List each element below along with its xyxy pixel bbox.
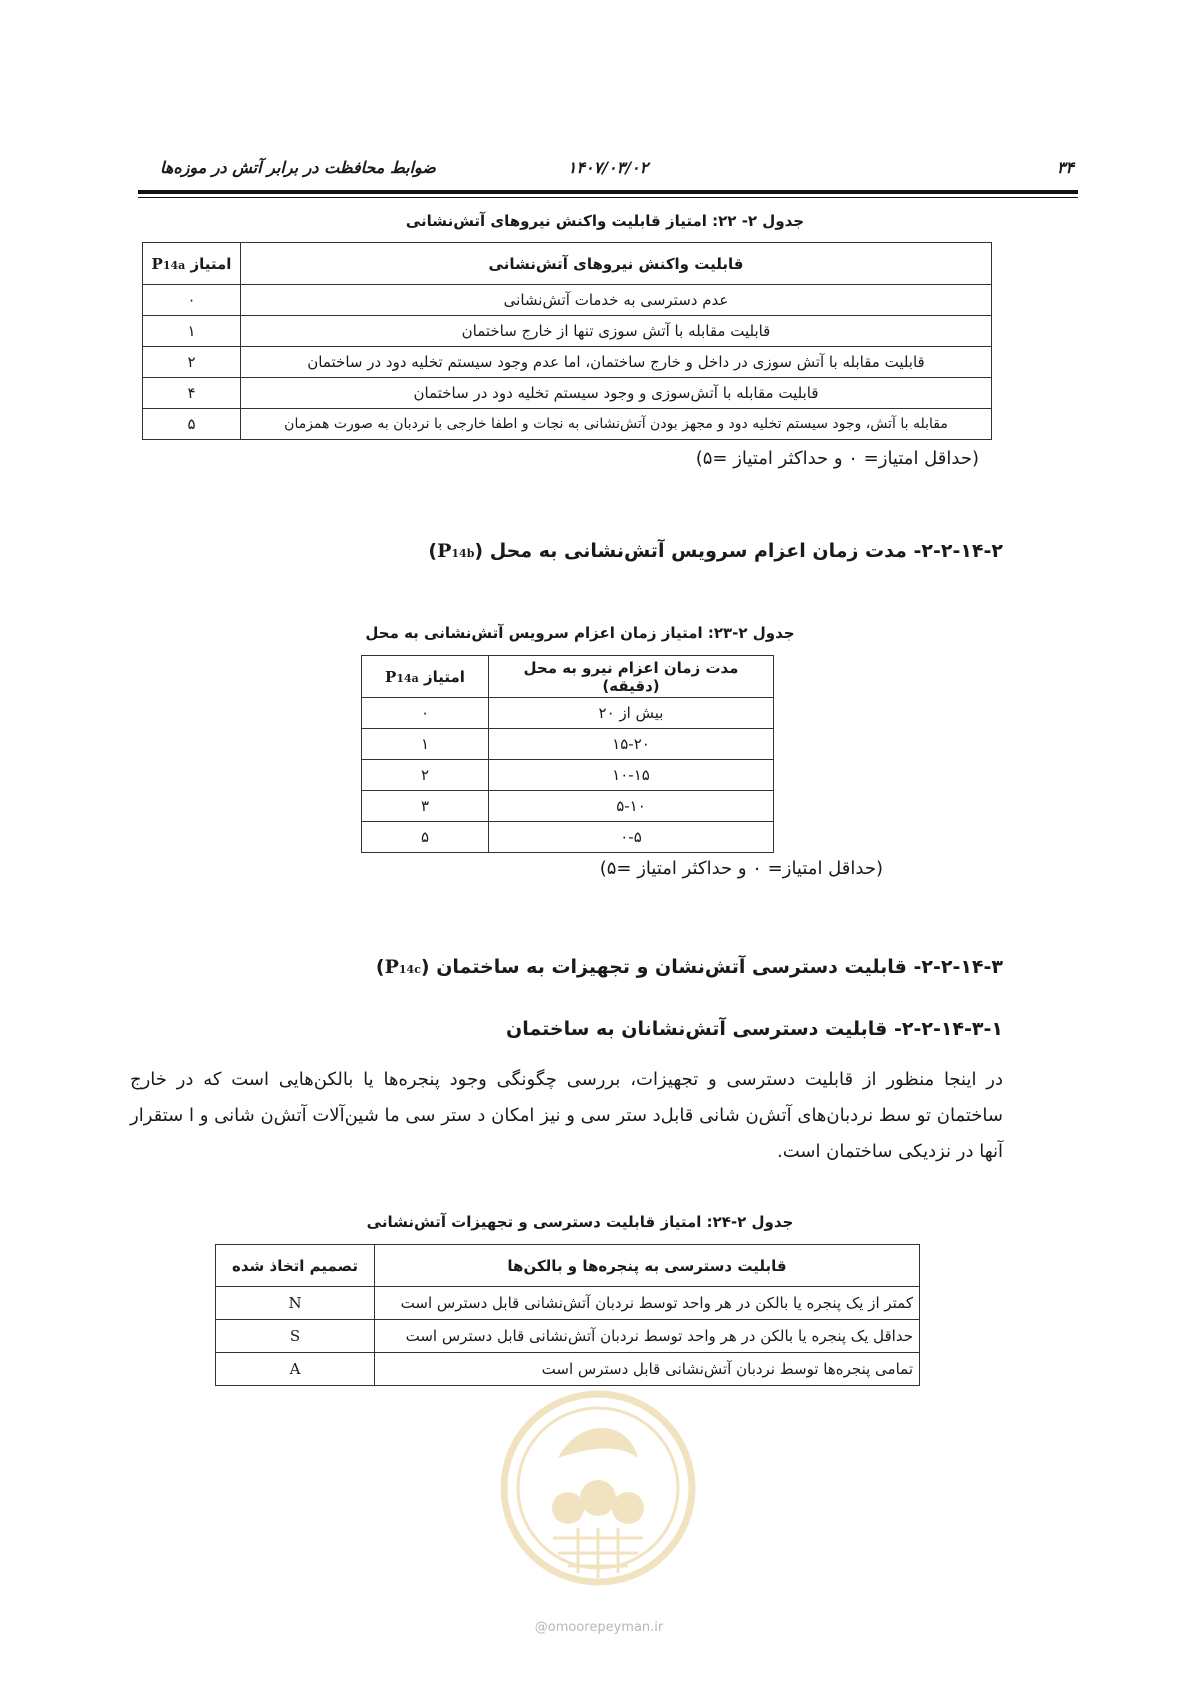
page-number: ۳۴: [1056, 158, 1074, 177]
row-capability: عدم دسترسی به خدمات آتش‌نشانی: [241, 285, 992, 316]
row-access: حداقل یک پنجره یا بالکن در هر واحد توسط نردبان آتش‌نشانی قابل دسترس است: [375, 1320, 920, 1353]
heading-text: ۲-۲-۱۴-۳- قابلیت دسترسی آتش‌نشان و تجهیزات به ساختمان (: [420, 956, 1003, 978]
header-score-label: امتیاز: [185, 254, 232, 273]
row-score: ۰: [362, 698, 489, 729]
table22-header-score: [143, 243, 241, 285]
heading-code-sub: 14b: [451, 547, 475, 560]
header-score-label: امتیاز: [418, 667, 465, 686]
table-row: [216, 1353, 920, 1386]
watermark-site: @omoorepeyman.ir: [534, 1620, 664, 1635]
table24-caption: جدول ۲-۲۴: امتیاز قابلیت دسترسی و تجهیزات آتش‌نشانی: [366, 1213, 794, 1231]
row-duration: ۱۰-۱۵: [489, 760, 774, 791]
table23-caption: جدول ۲-۲۳: امتیاز زمان اعزام سرویس آتش‌نشانی به محل: [365, 624, 795, 642]
table22-note: (حداقل امتیاز= ۰ و حداکثر امتیاز =۵): [695, 448, 979, 469]
row-duration: ۵-۱۰: [489, 791, 774, 822]
table-row: [143, 378, 992, 409]
header-score-sub: 14a: [162, 258, 186, 272]
table-row: [362, 791, 774, 822]
row-access: تمامی پنجره‌ها توسط نردبان آتش‌نشانی قابل دسترس است: [375, 1353, 920, 1386]
header-score-sub: 14a: [396, 671, 419, 685]
row-duration: ۱۵-۲۰: [489, 729, 774, 760]
row-score: ۰: [143, 285, 241, 316]
heading-code-sub: 14c: [398, 963, 421, 976]
row-score: ۵: [362, 822, 489, 853]
heading-code: P: [384, 956, 399, 978]
table-row: [362, 698, 774, 729]
row-score: ۲: [362, 760, 489, 791]
table22: [142, 242, 992, 440]
table24: [215, 1244, 920, 1386]
heading-text: ۲-۲-۱۴-۲- مدت زمان اعزام سرویس آتش‌نشانی به محل (: [474, 540, 1003, 562]
row-decision: A: [216, 1353, 375, 1386]
row-capability: قابلیت مقابله با آتش‌سوزی و وجود سیستم تخلیه دود در ساختمان: [241, 378, 992, 409]
row-decision: N: [216, 1287, 375, 1320]
table24-header-decision: تصمیم اتخاذ شده: [216, 1245, 375, 1287]
header-score-code: P: [151, 254, 163, 273]
table-row: [216, 1287, 920, 1320]
section-heading-14-3-1: ۲-۲-۱۴-۳-۱- قابلیت دسترسی آتش‌نشانان به ساختمان: [506, 1018, 1003, 1040]
row-capability: مقابله با آتش، وجود سیستم تخلیه دود و مجهز بودن آتش‌نشانی به نجات و اطفا خارجی با نردبان به صورت همزمان: [241, 409, 992, 440]
table-row: [143, 316, 992, 347]
body-paragraph: در اینجا منظور از قابلیت دسترسی و تجهیزات، بررسی چگونگی وجود پنجره‌ها یا بالکن‌هایی است که در خارج ساختمان تو سط نردبان‌های آتش‌ن شانی قابل‌د ستر سی و نیز امکان د ستر سی ما شین‌آلات آتش‌ن شانی و ا ستقرار آنها در نزدیکی ساختمان است.: [130, 1069, 1003, 1162]
section-heading-14-2: [428, 540, 1003, 562]
heading-code-close: ): [428, 540, 438, 562]
section-heading-14-3: [376, 956, 1003, 978]
row-score: ۳: [362, 791, 489, 822]
table-row: [143, 409, 992, 440]
row-decision: S: [216, 1320, 375, 1353]
row-score: ۲: [143, 347, 241, 378]
row-score: ۵: [143, 409, 241, 440]
row-duration: ۰-۵: [489, 822, 774, 853]
table22-header-capability: قابلیت واکنش نیروهای آتش‌نشانی: [241, 243, 992, 285]
table24-header-access: قابلیت دسترسی به پنجره‌ها و بالکن‌ها: [375, 1245, 920, 1287]
row-score: ۱: [143, 316, 241, 347]
header-title: ضوابط محافظت در برابر آتش در موزه‌ها: [160, 158, 436, 177]
watermark-seal-icon: [498, 1388, 698, 1588]
header-rule-thin: [138, 197, 1078, 198]
table23-header-duration: مدت زمان اعزام نیرو به محل (دقیقه): [489, 656, 774, 698]
table22-caption: جدول ۲- ۲۲: امتیاز قابلیت واکنش نیروهای آتش‌نشانی: [405, 212, 805, 230]
table-row: [216, 1320, 920, 1353]
heading-code: P: [437, 540, 452, 562]
page-header: [138, 158, 1078, 188]
table-row: [362, 822, 774, 853]
row-access: کمتر از یک پنجره یا بالکن در هر واحد توسط نردبان آتش‌نشانی قابل دسترس است: [375, 1287, 920, 1320]
row-score: ۱: [362, 729, 489, 760]
table-row: [143, 347, 992, 378]
header-score-code: P: [385, 667, 397, 686]
row-capability: قابلیت مقابله با آتش سوزی در داخل و خارج ساختمان، اما عدم وجود سیستم تخلیه دود در ساختمان: [241, 347, 992, 378]
table23-note: (حداقل امتیاز= ۰ و حداکثر امتیاز =۵): [599, 858, 883, 879]
row-capability: قابلیت مقابله با آتش سوزی تنها از خارج ساختمان: [241, 316, 992, 347]
table-row: [143, 285, 992, 316]
header-date: ۱۴۰۷/۰۳/۰۲: [567, 158, 649, 177]
row-duration: بیش از ۲۰: [489, 698, 774, 729]
table23-header-score: [362, 656, 489, 698]
table-row: [362, 729, 774, 760]
table23: [361, 655, 774, 853]
row-score: ۴: [143, 378, 241, 409]
heading-code-close: ): [375, 956, 385, 978]
table-row: [362, 760, 774, 791]
header-rule-thick: [138, 190, 1078, 194]
